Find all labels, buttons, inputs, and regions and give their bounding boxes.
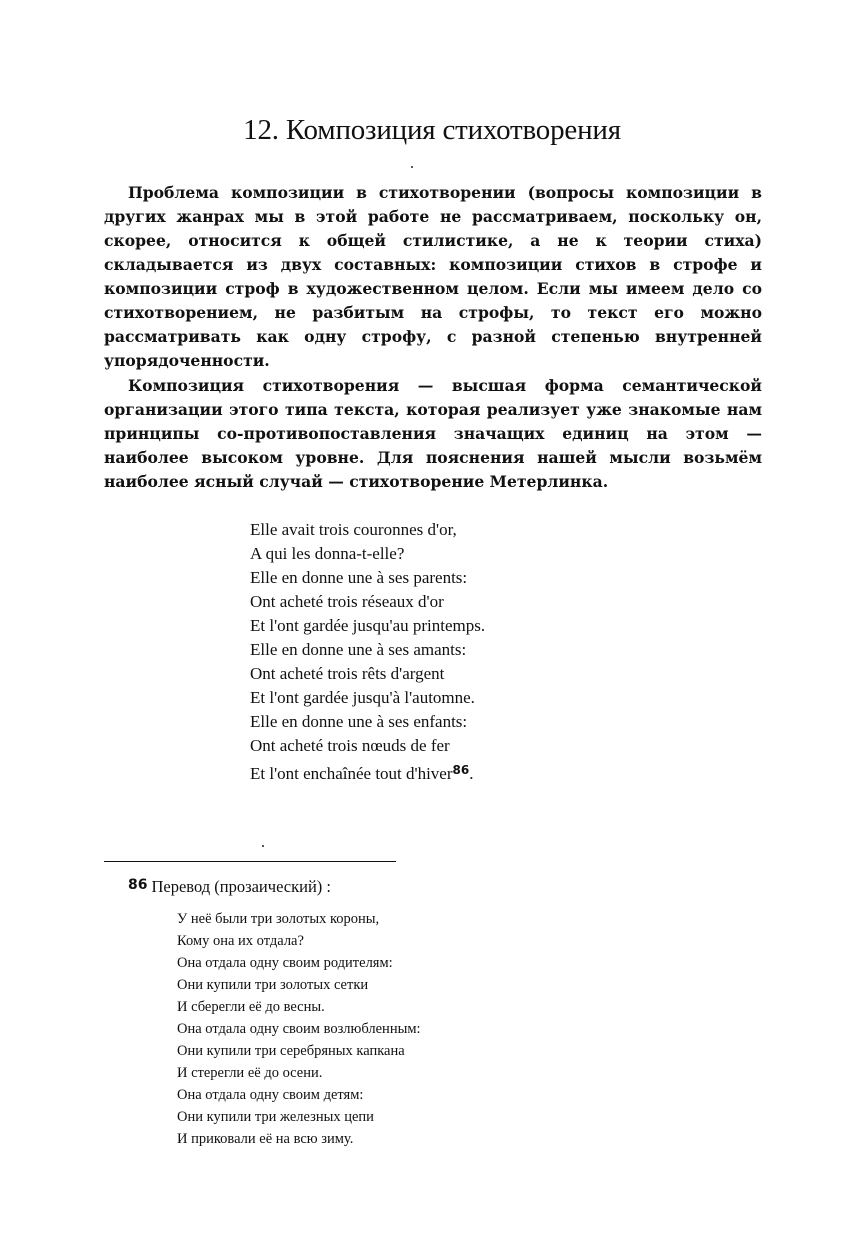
translation-line: Она отдала одну своим родителям:: [177, 955, 393, 971]
poem-line-text: Et l'ont enchaînée tout d'hiver: [250, 764, 453, 783]
footnote-heading-text: Перевод (прозаический) :: [151, 877, 332, 896]
footnote-number: 86: [128, 877, 148, 893]
footnote-heading: [128, 873, 331, 899]
translation-line: У неё были три золотых короны,: [177, 911, 380, 927]
poem-last-line: [250, 758, 485, 786]
poem: [250, 518, 485, 786]
poem-line: Ont acheté trois réseaux d'or: [250, 592, 444, 611]
paragraph-2: Композиция стихотворения — высшая форма семантической организации этого типа текста, которая реализует уже знакомые нам принципы со-противопоставления значащих единиц на этом — наиболее высоком уровне. Для пояснения нашей мысли возьмём наиболее ясный случай — стихотворение Метерлинка.: [104, 376, 762, 491]
poem-line: A qui les donna-t-elle?: [250, 544, 405, 563]
poem-line: Elle en donne une à ses amants:: [250, 640, 467, 659]
poem-final-period: .: [469, 764, 474, 783]
poem-line: Elle en donne une à ses enfants:: [250, 712, 468, 731]
poem-line: Ont acheté trois rêts d'argent: [250, 664, 445, 683]
poem-line: Et l'ont gardée jusqu'au printemps.: [250, 616, 486, 635]
translation-line: И приковали её на всю зиму.: [177, 1131, 354, 1147]
translation-line: И сберегли её до весны.: [177, 999, 325, 1015]
poem-line: Elle avait trois couronnes d'or,: [250, 520, 457, 539]
translation-line: И стерегли её до осени.: [177, 1065, 323, 1081]
translation-line: Они купили три серебряных капкана: [177, 1043, 405, 1059]
footnote-divider: [104, 861, 396, 862]
footnote-translation: [177, 908, 421, 1150]
translation-line: Кому она их отдала?: [177, 933, 304, 949]
footnote-reference[interactable]: 86: [452, 763, 470, 777]
translation-line: Она отдала одну своим возлюбленным:: [177, 1021, 421, 1037]
poem-line: Elle en donne une à ses parents:: [250, 568, 468, 587]
translation-line: Они купили три золотых сетки: [177, 977, 369, 993]
poem-line: Et l'ont gardée jusqu'à l'automne.: [250, 688, 475, 707]
translation-line: Они купили три железных цепи: [177, 1109, 374, 1125]
chapter-title: 12. Композиция стихотворения: [243, 114, 621, 146]
translation-line: Она отдала одну своим детям:: [177, 1087, 364, 1103]
paragraph-1: Проблема композиции в стихотворении (вопросы композиции в других жанрах мы в этой работе не рассматриваем, поскольку он, скорее, относится к общей стилистике, а не к теории стиха) складывается из двух составных: композиции стихов в строфе и композиции строф в художественном целом. Если мы имеем дело со стихотворением, не разбитым на строфы, то текст его можно рассматривать как одну строфу, с разной степенью внутренней упорядоченности.: [104, 183, 762, 370]
poem-line: Ont acheté trois nœuds de fer: [250, 736, 450, 755]
print-speck: [411, 166, 413, 168]
print-speck: [262, 845, 264, 847]
